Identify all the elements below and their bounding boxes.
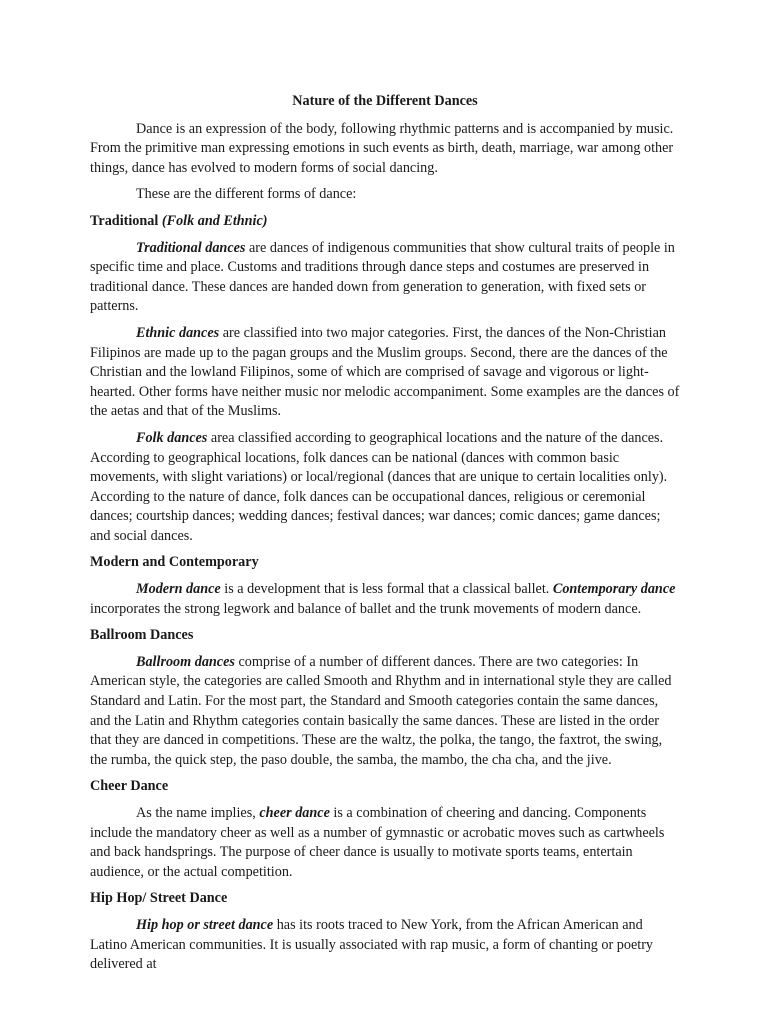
section-heading-ballroom: Ballroom Dances [90, 627, 194, 644]
ethnic-dances-text: are classified into two major categories. First, the dances of the Non-Christian Filipinos are made up to the pagan groups and the Muslim groups. Second, there are the dances of the Christian and the lowland Filipinos, some of which are comprised of savage and vigorous or light-hearted. Other forms have neither music nor melodic accompaniment. Some examples are the dances of the aetas and that of the Muslims. [90, 324, 680, 420]
heading-traditional-sub: (Folk and Ethnic) [161, 212, 268, 229]
modern-dance-text: is a development that is less formal that a classical ballet. [220, 581, 553, 598]
term-modern-dance: Modern dance [136, 581, 221, 598]
forms-intro-paragraph: These are the different forms of dance: [136, 186, 357, 203]
cheer-dance-text: is a combination of cheering and dancing. Components include the mandatory cheer as well as a number of gymnastic or acrobatic moves such as cartwheels and back handsprings. The purpose of cheer dance is usually to motivate sports teams, entertain audience, or the actual competition. [90, 805, 665, 880]
document-page [90, 86, 680, 982]
section-heading-cheer: Cheer Dance [90, 778, 169, 795]
ballroom-dances-paragraph [90, 653, 680, 771]
term-ethnic-dances: Ethnic dances [136, 324, 220, 341]
hiphop-text: has its roots traced to New York, from the African American and Latino American communities. It is usually associated with rap music, a form of chanting or poetry delivered at [90, 916, 654, 973]
hiphop-paragraph [90, 916, 680, 975]
section-heading-traditional [90, 212, 680, 232]
contemporary-dance-text: incorporates the strong legwork and balance of ballet and the trunk movements of modern dance. [90, 600, 642, 617]
modern-dance-paragraph [90, 580, 680, 619]
term-ballroom-dances: Ballroom dances [136, 653, 235, 670]
traditional-dances-text: are dances of indigenous communities that show cultural traits of people in specific time and place. Customs and traditions through dance steps and costumes are preserved in traditional dance. These dances are handed down from generation to generation, with fixed sets or patterns. [90, 239, 675, 315]
term-contemporary-dance: Contemporary dance [552, 581, 676, 598]
term-hiphop: Hip hop or street dance [136, 916, 274, 933]
cheer-dance-lead: As the name implies, [136, 805, 260, 821]
intro-paragraph: Dance is an expression of the body, following rhythmic patterns and is accompanied by music. From the primitive man expressing emotions in such events as birth, death, marriage, war among other things, dance has evolved to modern forms of social dancing. [90, 120, 674, 176]
folk-dances-paragraph [90, 429, 680, 547]
heading-traditional-label: Traditional [90, 212, 159, 229]
folk-dances-text: area classified according to geographical locations and the nature of the dances. According to geographical locations, folk dances can be national (dances with common basic movements, with slight variations) or local/regional (dances that are unique to certain localities only). According to the nature of dance, folk dances can be occupational dances, religious or ceremonial dances; courtship dances; wedding dances; festival dances; war dances; comic dances; game dances; and social dances. [90, 429, 668, 544]
document-title: Nature of the Different Dances [292, 93, 478, 109]
traditional-dances-paragraph [90, 239, 680, 317]
section-heading-modern: Modern and Contemporary [90, 554, 259, 571]
ethnic-dances-paragraph [90, 324, 680, 422]
term-folk-dances: Folk dances [136, 429, 208, 446]
term-cheer-dance: cheer dance [259, 805, 330, 821]
cheer-dance-paragraph [90, 804, 680, 882]
section-heading-hiphop: Hip Hop/ Street Dance [90, 890, 228, 907]
term-traditional-dances: Traditional dances [136, 239, 246, 256]
ballroom-dances-text: comprise of a number of different dances. There are two categories: In American style, the categories are called Smooth and Rhythm and in international style they are called Standard and Latin. For the most part, the Standard and Smooth categories contain the same dances, and the Latin and Rhythm categories contain basically the same dances. These are listed in the order that they are danced in competitions. These are the waltz, the polka, the tango, the faxtrot, the swing, the rumba, the quick step, the paso double, the samba, the mambo, the cha cha, and the jive. [90, 653, 672, 768]
